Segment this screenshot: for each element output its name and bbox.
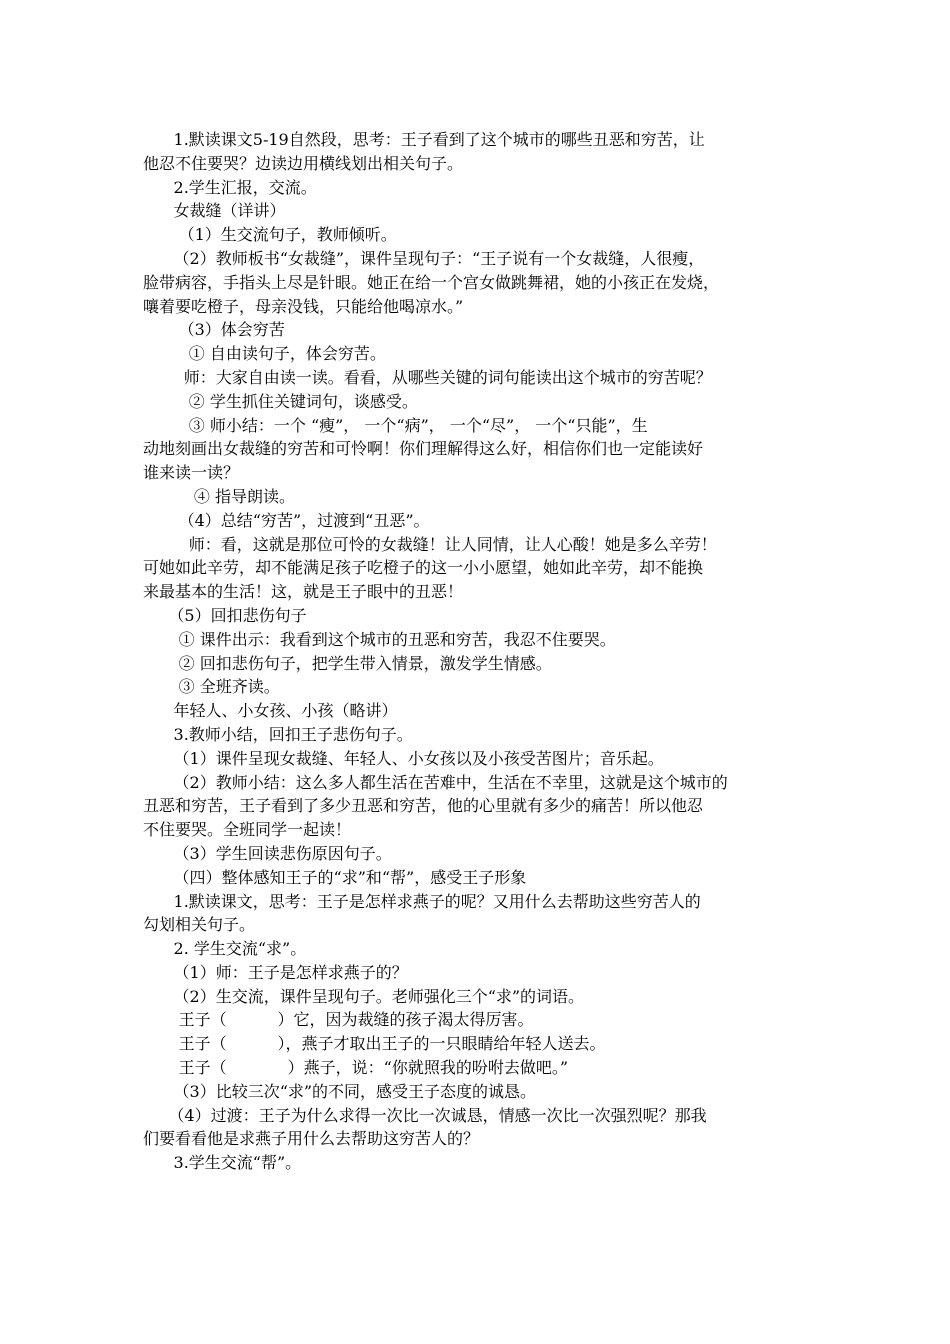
text-line: 谁来读一读？ [143, 463, 240, 483]
text-line: 1.默读课文5-19自然段，思考：王子看到了这个城市的哪些丑恶和穷苦，让 [143, 130, 705, 149]
text-line: 2.学生汇报，交流。 [143, 177, 317, 197]
text-line: ③ 师小结：一个 “瘦”， 一个“病”， 一个“尽”， 一个“只能”，生 [143, 415, 648, 435]
text-line: （3）体会穷苦 [143, 320, 285, 340]
text-line: 不住要哭。全班同学一起读！ [143, 820, 352, 840]
text-line: 年轻人、小女孩、小孩（略讲） [143, 701, 398, 721]
text-line: 2. 学生交流“求”。 [143, 939, 307, 959]
text-line: 王子（ ）燕子，说：“你就照我的吩咐去做吧。” [143, 1058, 568, 1078]
text-line: 3.教师小结，回扣王子悲伤句子。 [143, 724, 413, 744]
text-line: 嚷着要吃橙子，母亲没钱，只能给他喝凉水。” [143, 296, 464, 316]
text-line: （5）回扣悲伤句子 [143, 605, 307, 625]
text-line: 1.默读课文，思考：王子是怎样求燕子的呢？又用什么去帮助这些穷苦人的 [143, 891, 701, 911]
text-line: 师：看，这就是那位可怜的女裁缝！让人同情，让人心酸！她是多么辛劳！ [143, 534, 717, 554]
text-line: （2）教师小结：这么多人都生活在苦难中，生活在不幸里，这就是这个城市的 [143, 772, 728, 792]
text-line: 来最基本的生活！这，就是王子眼中的丑恶！ [143, 582, 464, 602]
text-line: ③ 全班齐读。 [143, 677, 280, 697]
text-line: （2）教师板书“女裁缝”，课件呈现句子：“王子说有一个女裁缝，人很瘦， [143, 248, 705, 268]
text-line: ① 自由读句子，体会穷苦。 [143, 344, 386, 364]
text-line: ④ 指导朗读。 [143, 486, 295, 506]
text-line: （4）过渡：王子为什么求得一次比一次诚恳，情感一次比一次强烈呢？那我 [143, 1105, 707, 1125]
text-line: 脸带病容，手指头上尽是针眼。她正在给一个宫女做跳舞裙，她的小孩正在发烧， [143, 272, 720, 292]
text-line: （四）整体感知王子的“求”和“帮”，感受王子形象 [143, 867, 527, 887]
text-line: 女裁缝（详讲） [143, 201, 286, 221]
text-line: 丑恶和穷苦，王子看到了多少丑恶和穷苦，他的心里就有多少的痛苦！所以他忍 [143, 796, 704, 816]
text-line: 勾划相关句子。 [143, 915, 256, 935]
text-line: 3.学生交流“帮”。 [143, 1153, 302, 1173]
text-line: 他忍不住要哭？边读边用横线划出相关句子。 [143, 153, 464, 173]
text-line: （3）比较三次“求”的不同，感受王子态度的诚恳。 [143, 1081, 537, 1101]
text-line: 师：大家自由读一读。看看，从哪些关键的词句能读出这个城市的穷苦呢？ [143, 367, 712, 387]
text-line: （1）师：王子是怎样求燕子的？ [143, 962, 408, 982]
text-line: （1）生交流句子，教师倾听。 [143, 225, 397, 245]
text-line: （4）总结“穷苦”，过渡到“丑恶”。 [143, 510, 430, 530]
text-line: 王子（ ），燕子才取出王子的一只眼睛给年轻人送去。 [143, 1034, 606, 1054]
text-line: （1）课件呈现女裁缝、年轻人、小女孩以及小孩受苦图片；音乐起。 [143, 748, 664, 768]
document-body [143, 128, 811, 1175]
text-line: ① 课件出示：我看到这个城市的丑恶和穷苦，我忍不住要哭。 [143, 629, 616, 649]
text-line: （2）生交流，课件呈现句子。老师强化三个“求”的词语。 [143, 986, 585, 1006]
text-line: （3）学生回读悲伤原因句子。 [143, 843, 392, 863]
text-line: 可她如此辛劳，却不能满足孩子吃橙子的这一小小愿望，她如此辛劳，却不能换 [143, 558, 704, 578]
text-line: ② 回扣悲伤句子，把学生带入情景，激发学生情感。 [143, 653, 552, 673]
text-line: ② 学生抓住关键词句，谈感受。 [143, 391, 418, 411]
text-line: 动地刻画出女裁缝的穷苦和可怜啊！你们理解得这么好，相信你们也一定能读好 [143, 439, 704, 459]
text-line: 王子（ ）它，因为裁缝的孩子渴太得厉害。 [143, 1010, 534, 1030]
text-line: 们要看看他是求燕子用什么去帮助这穷苦人的？ [143, 1129, 480, 1149]
